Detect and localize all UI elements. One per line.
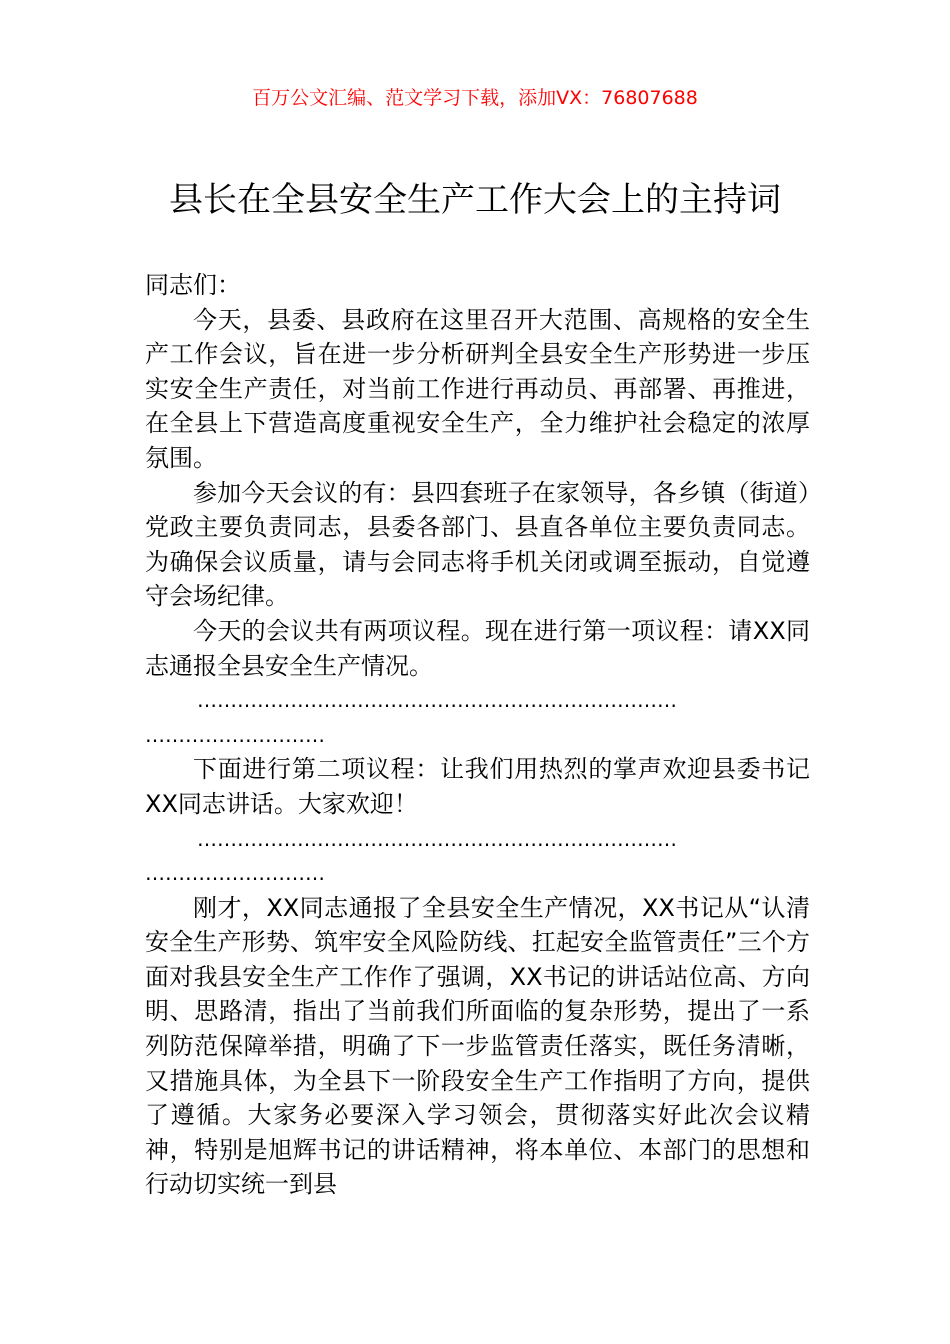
paragraph-agenda-one: 今天的会议共有两项议程。现在进行第一项议程：请XX同志通报全县安全生产情况。 — [145, 616, 810, 680]
paragraph-attendees: 参加今天会议的有：县四套班子在家领导，各乡镇（街道）党政主要负责同志，县委各部门、县直各单位主要负责同志。为确保会议质量，请与会同志将手机关闭或调至振动，自觉遵守会场纪律。 — [145, 478, 810, 611]
ellipsis-line: ……………………… — [145, 861, 325, 886]
page-title: 县长在全县安全生产工作大会上的主持词 — [169, 180, 781, 220]
paragraph-opening: 今天，县委、县政府在这里召开大范围、高规格的安全生产工作会议，旨在进一步分析研判全县安全生产形势进一步压实安全生产责任，对当前工作进行再动员、再部署、再推进，在全县上下营造高度重视安全生产，全力维护社会稳定的浓厚氛围。 — [145, 305, 810, 472]
header-watermark-note: 百万公文汇编、范文学习下载，添加VX：76807688 — [252, 87, 698, 109]
paragraph-agenda-two: 下面进行第二项议程：让我们用热烈的掌声欢迎县委书记XX同志讲话。大家欢迎！ — [145, 755, 810, 818]
document-body — [145, 268, 810, 1202]
ellipsis-line: ……………………………………………………………… — [197, 688, 677, 713]
salutation: 同志们： — [145, 271, 241, 299]
ellipsis-line: ……………………………………………………………… — [197, 826, 677, 851]
paragraph-summary: 刚才，XX同志通报了全县安全生产情况，XX书记从“认清安全生产形势、筑牢安全风险防线、扛起安全监管责任”三个方面对我县安全生产工作作了强调，XX书记的讲话站位高、方向明、思路清，指出了当前我们所面临的复杂形势，提出了一系列防范保障举措，明确了下一步监管责任落实，既任务清晰，又措施具体，为全县下一阶段安全生产工作指明了方向，提供了遵循。大家务必要深入学习领会，贯彻落实好此次会议精神，特别是旭辉书记的讲话精神，将本单位、本部门的思想和行动切实统一到县 — [145, 893, 810, 1199]
ellipsis-line: ……………………… — [145, 722, 325, 747]
